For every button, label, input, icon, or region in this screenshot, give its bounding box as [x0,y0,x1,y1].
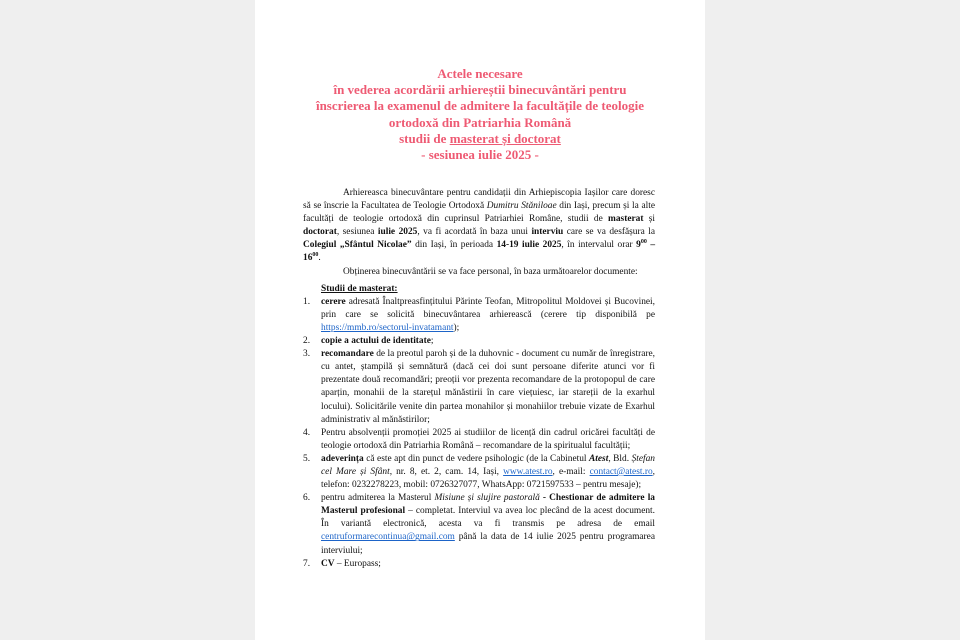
text: doctorat [303,227,337,238]
text: 00 [640,239,647,246]
list-item [303,558,655,571]
text: Misiune și slujire pastorală [434,493,540,504]
text: Colegiul „Sfântul Nicolae” [303,240,412,251]
text: până la data de 14 iulie 2025 pentru programarea interviului; [321,532,655,556]
list-item [303,492,655,557]
text: interviu [531,227,564,238]
list-item [303,348,655,427]
text: care se va desfășura la [563,227,656,238]
text: cerere [321,296,346,307]
text: - Chestionar de admitere la Masterul profesional [321,493,655,517]
text: Atest [589,453,609,464]
text: adresată Înaltpreasfințitului Părinte Teofan, Mitropolitul Moldovei și Bucovinei, prin care se solicită binecuvântarea arhierească (cerere tip disponibilă pe [321,296,655,320]
title-session: - sesiunea iulie 2025 - [421,147,539,163]
item-number: 4. [303,427,311,438]
text: . [318,253,321,264]
text: , va fi acordată în baza unui [417,227,532,238]
list-item [303,453,655,492]
title-line: Actele necesare [437,66,523,81]
text: ); [453,322,460,333]
text: iulie 2025 [377,227,418,238]
document-title [255,66,705,163]
list-item [303,335,655,348]
text: , telefon: 0232278223, mobil: 0726327077, WhatsApp: 0721597533 – pentru mesaje); [321,466,655,491]
atest-email-link[interactable]: contact@atest.ro [589,466,653,477]
item-number: 2. [303,336,311,347]
text: 00 [312,252,319,259]
text: Dumitru Stăniloae [486,201,557,212]
item-number: 1. [303,296,311,307]
text: , nr. 8, et. 2, cam. 14, Iași, [389,466,504,477]
title-line [255,131,705,147]
text: Ștefan cel Mare și Sfânt [321,453,655,477]
title-prefix: studii de [399,130,450,146]
text: că este apt din punct de vedere psihologic (de la Cabinetul [363,453,590,464]
atest-website-link[interactable]: www.atest.ro [503,466,553,477]
text: , în intervalul orar [561,240,637,251]
document-body [303,187,655,571]
text: – Europass; [334,558,381,569]
list-item [303,427,655,453]
text: masterat [608,214,644,225]
text: Pentru absolvenții promoției 2025 ai studiilor de licență din cadrul oricărei facultăți de teologie ortodoxă din Patriarhia Română – recomandare de la spiritualul facultății; [321,427,655,451]
title-line: ortodoxă din Patriarhia Română [388,114,572,130]
intro-paragraph [303,187,655,266]
text: CV [321,558,335,569]
email-link[interactable]: centruformarecontinua@gmail.com [321,532,455,543]
text: și [643,214,655,225]
document-page [255,0,705,640]
text: recomandare [321,349,374,360]
intro-paragraph-2: Obținerea binecuvântării se va face personal, în baza următoarelor documente: [343,266,638,277]
text: de la preotul paroh și de la duhovnic - document cu număr de înregistrare, cu antet, ștampilă și semnătură (dacă cei doi sunt persoane diferite atunci vor fi prezentate două recomandări; preoții vor prezenta recomandare de la protopopul de care aparțin, monahii de la starețul mănăstirii în care viețuiesc, iar stareții de la exarhul locului). Solicitările venite din partea monahilor și monahiilor trebuie vizate de Exarhul administrativ al mănăstirilor; [321,349,655,425]
text: copie a actului de identitate [321,336,431,347]
title-underlined: masterat și doctorat [449,130,561,146]
item-number: 6. [303,493,311,504]
text: , e-mail: [552,466,590,477]
text: din Iași, în perioada [411,240,497,251]
title-line: înscrierea la examenul de admitere la facultățile de teologie [315,98,645,114]
mmb-link[interactable]: https://mmb.ro/sectorul-invatamant [321,322,454,333]
text: , Bld. [608,453,632,464]
item-number: 5. [303,453,311,464]
text: pentru admiterea la Masterul [321,493,435,504]
text: adeverința [321,453,364,464]
text: – 16 [303,240,656,264]
text: Arhiereasca binecuvântare pentru candidații din Arhiepiscopia Iașilor care doresc să se înscrie la Facultatea de Teologie Ortodoxă [303,188,655,212]
text: 14-19 iulie 2025 [496,240,562,251]
text: 9 [636,240,641,251]
item-number: 7. [303,558,311,569]
text: ; [430,336,434,347]
list-item [303,296,655,335]
text: , sesiunea [336,227,378,238]
text: din Iași, precum și la alte facultăți de teologie ortodoxă din cuprinsul Patriarhiei Române, studii de [303,201,655,225]
documents-list [303,296,655,571]
text: – completat. Interviul va avea loc plecând de la acest document. În variantă electronică, acesta va fi transmis pe adresa de email [321,506,655,530]
item-number: 3. [303,349,311,360]
title-line: în vederea acordării arhiereștii binecuvântări pentru [333,82,627,98]
section-heading: Studii de masterat: [321,283,398,294]
